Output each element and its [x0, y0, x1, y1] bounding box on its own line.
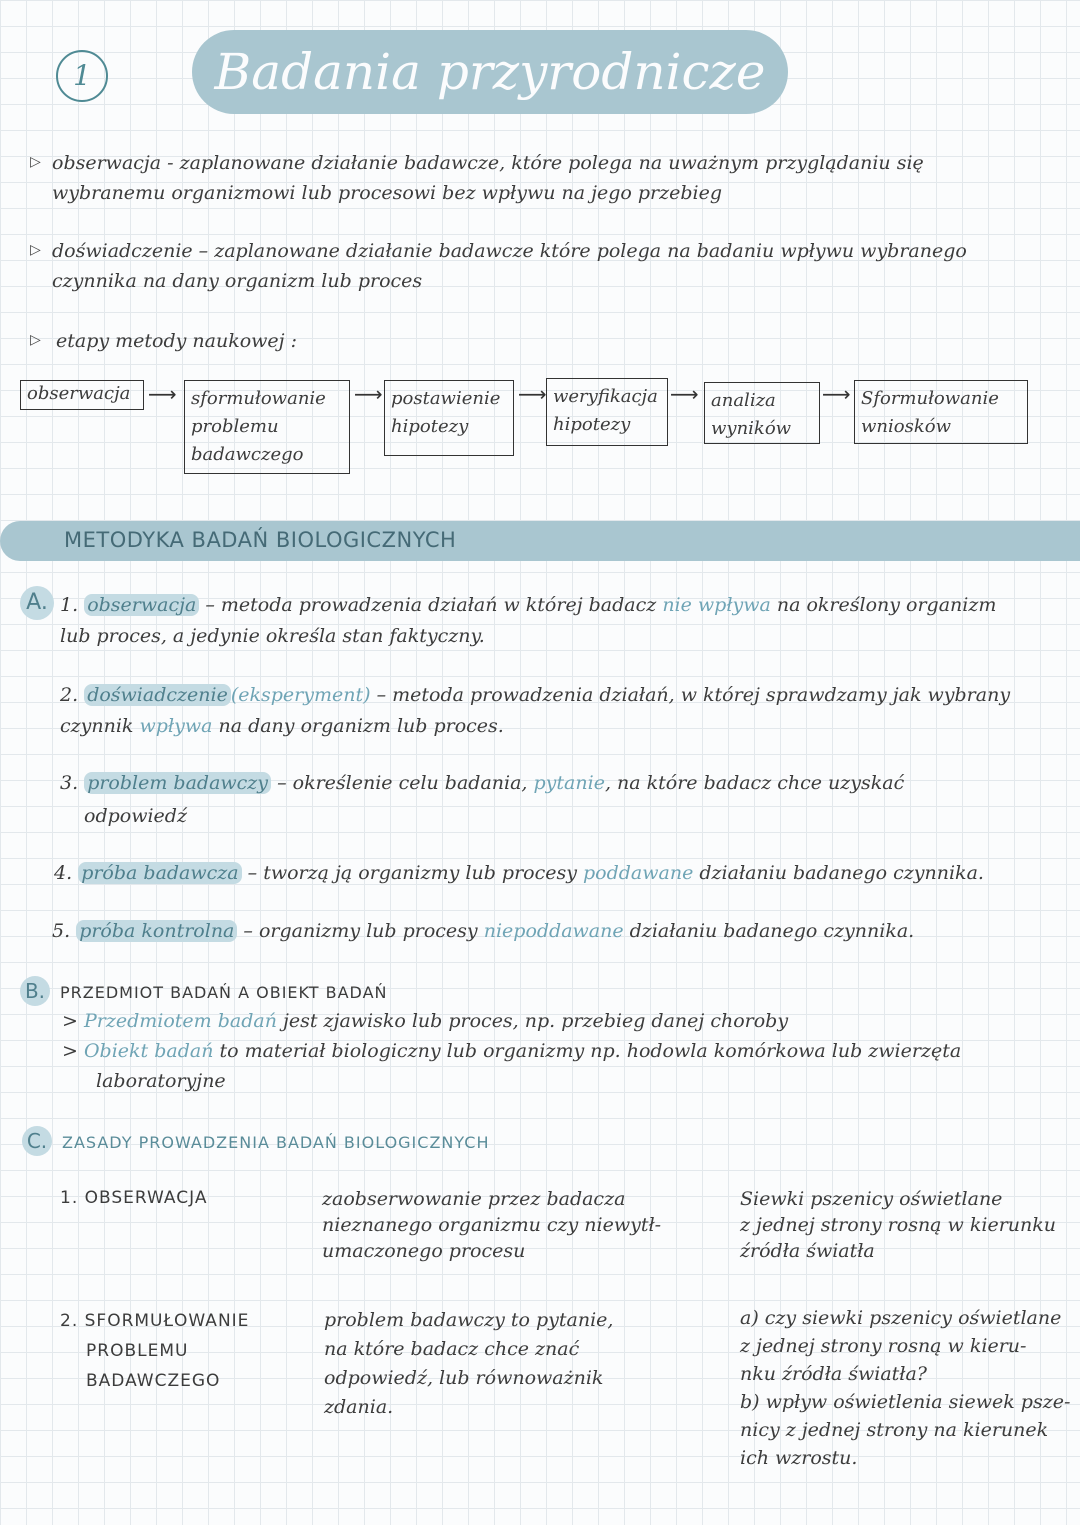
key-phrase: pytanie — [533, 772, 605, 794]
definition-line: laboratoryjne — [96, 1070, 226, 1092]
definition-research-sample — [54, 858, 1074, 888]
step-label: hipotezy — [553, 414, 631, 435]
principle-example — [740, 1304, 1078, 1472]
definition-line — [60, 711, 1060, 741]
principle-example — [740, 1186, 1078, 1264]
item-number: 1. — [60, 594, 79, 616]
definition-text: działaniu badanego czynnika. — [693, 862, 984, 884]
section-title: METODYKA BADAŃ BIOLOGICZNYCH — [64, 528, 457, 552]
intro-line: etapy metody naukowej : — [56, 330, 298, 352]
term-highlight: próba kontrolna — [76, 920, 237, 942]
definition-text: , na które badacz chce uzyskać — [604, 772, 905, 794]
definition-text: na określony organizm — [770, 594, 997, 616]
triangle-bullet-icon: ▷ — [30, 332, 41, 348]
intro-line: obserwacja - zaplanowane działanie badawcze, które polega na uważnym przyglądaniu się — [52, 152, 924, 174]
arrow-right-icon: ⟶ — [670, 382, 699, 406]
page-title: Badania przyrodnicze — [192, 30, 788, 114]
arrow-right-icon: ⟶ — [822, 382, 851, 406]
label-line: PROBLEMU — [86, 1341, 189, 1361]
definition-control-sample — [52, 916, 1072, 946]
key-phrase: (eksperyment) — [230, 684, 371, 706]
term-highlight: Obiekt badań — [83, 1040, 214, 1062]
arrow-right-icon: ⟶ — [148, 382, 177, 406]
step-label: hipotezy — [391, 416, 469, 437]
example-line: ich wzrostu. — [740, 1447, 858, 1469]
step-box-problem — [184, 380, 350, 474]
key-phrase: wpływa — [139, 715, 213, 737]
definition-text: – metoda prowadzenia działań, w której sprawdzamy jak wybrany — [370, 684, 1011, 706]
intro-line: doświadczenie – zaplanowane działanie badawcze które polega na badaniu wpływu wybranego — [52, 240, 967, 262]
description-line: na które badacz chce znać — [324, 1338, 580, 1360]
item-number: 3. — [60, 772, 79, 794]
item-number: 4. — [54, 862, 73, 884]
description-line: problem badawczy to pytanie, — [324, 1309, 614, 1331]
step-label: wniosków — [861, 416, 951, 437]
chevron-right-icon: > — [62, 1010, 78, 1032]
description-line: zdania. — [324, 1396, 394, 1418]
example-line: b) wpływ oświetlenia siewek psze- — [740, 1391, 1071, 1413]
definition-text: to materiał biologiczny lub organizmy np. hodowla komórkowa lub zwierzęta — [213, 1040, 962, 1062]
term-highlight: obserwacja — [84, 594, 199, 616]
definition-text: – określenie celu badania, — [271, 772, 534, 794]
step-label: sformułowanie — [191, 388, 326, 409]
definition-research-problem — [60, 768, 1075, 798]
example-line: źródła światła — [740, 1240, 875, 1262]
definition-text: jest zjawisko lub proces, np. przebieg danej choroby — [276, 1010, 789, 1032]
definition-text: – metoda prowadzenia działań w której badacz — [199, 594, 663, 616]
section-letter-b: B. — [20, 976, 50, 1006]
term-highlight: próba badawcza — [78, 862, 241, 884]
label-line: 2. SFORMUŁOWANIE — [60, 1311, 250, 1331]
definition-text: na dany organizm lub proces. — [212, 715, 504, 737]
step-label: analiza — [711, 390, 776, 411]
section-letter-a: A. — [20, 586, 54, 620]
step-box-observation — [20, 380, 144, 410]
description-line: umaczonego procesu — [322, 1240, 526, 1262]
definition-text: czynnik — [60, 715, 140, 737]
definition-line: lub proces, a jedynie określa stan faktyczny. — [60, 625, 485, 647]
triangle-bullet-icon: ▷ — [30, 154, 41, 170]
section-c-title: ZASADY PROWADZENIA BADAŃ BIOLOGICZNYCH — [62, 1133, 490, 1152]
arrow-right-icon: ⟶ — [354, 382, 383, 406]
key-phrase: poddawane — [583, 862, 694, 884]
step-label: badawczego — [191, 444, 304, 465]
list-item — [62, 1036, 1072, 1066]
intro-line: wybranemu organizmowi lub procesowi bez wpływu na jego przebieg — [52, 182, 723, 204]
example-line: nicy z jednej strony na kierunek — [740, 1419, 1049, 1441]
section-letter-c: C. — [22, 1126, 52, 1156]
list-item — [62, 1006, 1072, 1036]
chevron-right-icon: > — [62, 1040, 78, 1062]
arrow-right-icon: ⟶ — [518, 382, 547, 406]
description-line: zaobserwowanie przez badacza — [322, 1188, 626, 1210]
definition-text: – tworzą ją organizmy lub procesy — [241, 862, 583, 884]
step-label: Sformułowanie — [861, 388, 999, 409]
principle-label: 1. OBSERWACJA — [60, 1188, 208, 1208]
term-highlight: problem badawczy — [84, 772, 271, 794]
step-label: wyników — [711, 418, 792, 439]
step-box-analysis — [704, 382, 820, 444]
principle-label — [60, 1306, 249, 1396]
key-phrase: niepoddawane — [483, 920, 624, 942]
step-label: obserwacja — [27, 383, 131, 404]
section-number-badge: 1 — [56, 50, 108, 102]
item-number: 2. — [60, 684, 79, 706]
step-box-verification — [546, 378, 668, 446]
definition-observation — [60, 590, 1075, 620]
term-highlight: doświadczenie — [84, 684, 231, 706]
step-label: weryfikacja — [553, 386, 658, 407]
example-line: a) czy siewki pszenicy oświetlane — [740, 1307, 1062, 1329]
step-box-conclusions — [854, 380, 1028, 444]
key-phrase: nie wpływa — [662, 594, 771, 616]
example-line: nku źródła światła? — [740, 1363, 927, 1385]
label-line: BADAWCZEGO — [86, 1371, 221, 1391]
term-highlight: Przedmiotem badań — [83, 1010, 277, 1032]
step-box-hypothesis — [384, 380, 514, 456]
example-line: z jednej strony rosną w kierunku — [740, 1214, 1056, 1236]
definition-text: działaniu badanego czynnika. — [623, 920, 915, 942]
principle-description — [322, 1186, 722, 1264]
section-b-title: PRZEDMIOT BADAŃ A OBIEKT BADAŃ — [60, 983, 388, 1002]
step-label: problemu — [191, 416, 279, 437]
item-number: 5. — [52, 920, 71, 942]
step-label: postawienie — [391, 388, 501, 409]
definition-text: – organizmy lub procesy — [237, 920, 484, 942]
definition-line: odpowiedź — [84, 805, 187, 827]
example-line: z jednej strony rosną w kieru- — [740, 1335, 1027, 1357]
intro-line: czynnika na dany organizm lub proces — [52, 270, 423, 292]
description-line: odpowiedź, lub równoważnik — [324, 1367, 604, 1389]
principle-description — [324, 1306, 724, 1422]
definition-experiment — [60, 680, 1075, 710]
triangle-bullet-icon: ▷ — [30, 242, 41, 258]
example-line: Siewki pszenicy oświetlane — [740, 1188, 1003, 1210]
description-line: nieznanego organizmu czy niewytł- — [322, 1214, 662, 1236]
